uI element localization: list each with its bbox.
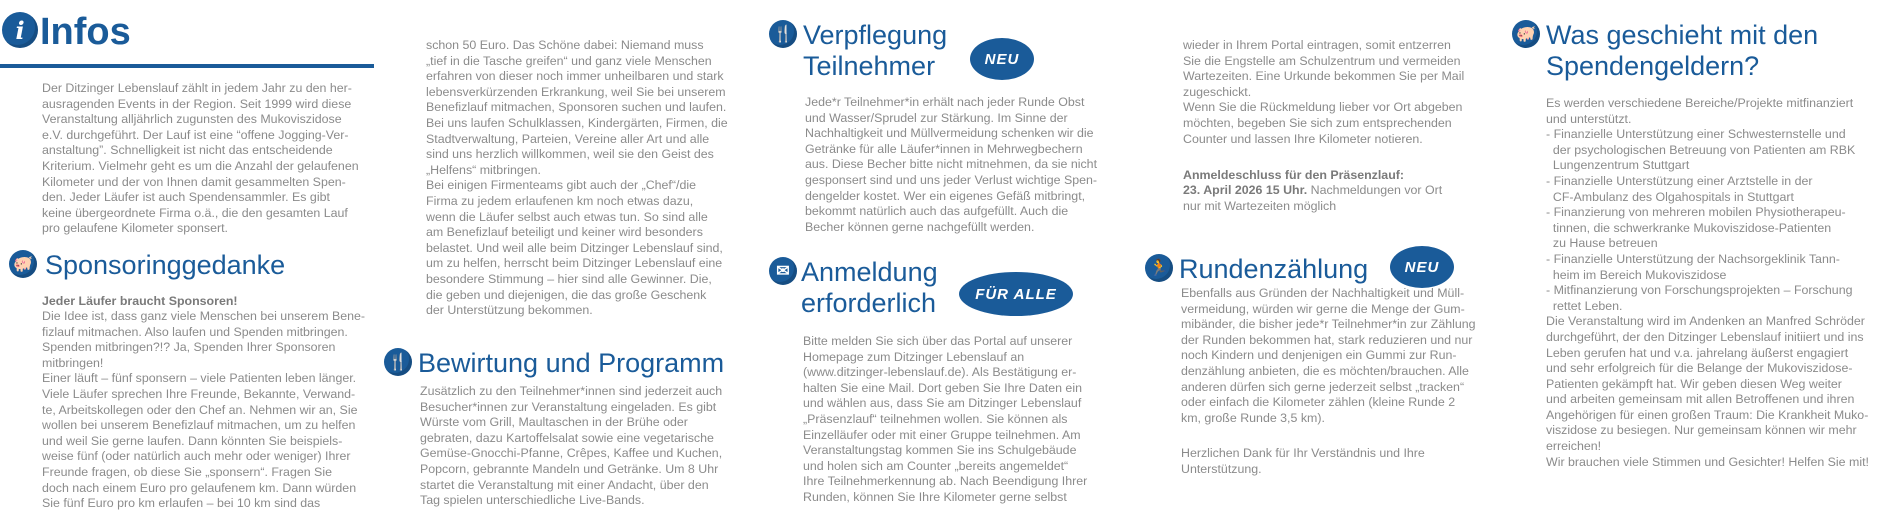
rundenzaehlung-thanks: Herzlichen Dank für Ihr Verständnis und Ihre Unterstützung. — [1181, 446, 1425, 476]
verpflegung-header — [769, 20, 947, 82]
infos-header — [2, 12, 131, 52]
runner-icon: 🏃 — [1145, 254, 1173, 282]
deadline-rest: Nachmeldungen vor Ort nur mit Wartezeiten möglich — [1183, 183, 1443, 213]
cutlery-icon: 🍴 — [384, 348, 412, 376]
deadline-text — [1183, 183, 1513, 214]
piggy-bank-icon: 🐖 — [9, 250, 37, 278]
for-all-badge: FÜR ALLE — [959, 272, 1073, 316]
anmeldung-body: Bitte melden Sie sich über das Portal auf unserer Homepage zum Ditzinger Lebenslauf an (www.ditzinger-lebenslauf.de). Als Bestätigung er- halten Sie eine Mail. Dort geben Sie Ihre Daten ein und wählen aus, dass Sie am Ditzinger Lebenslauf „Präsenzlauf“ teilnehmen wollen. Sie können als Einzelläufer oder mit einer Gruppe teilnehmen. Am Veranstaltungstag kommen Sie ins Schulgebäude und holen sich am Counter „bereits angemeldet“ Ihre Teilnehmerkennung ab. Nach Beendigung Ihrer Runden, können Sie Ihre Kilometer gerne selbst — [803, 334, 1088, 504]
deadline-label: Anmeldeschluss für den Präsenzlauf: — [1183, 168, 1405, 182]
new-badge: NEU — [970, 38, 1034, 80]
cutlery-icon: 🍴 — [769, 20, 797, 48]
col2-body: schon 50 Euro. Das Schöne dabei: Niemand muss „tief in die Tasche greifen“ und ganz viele Menschen erfahren von dieser noch immer unheilbaren und stark lebensverkürzenden Erkrankung, weil Sie bei unserem Benefizlauf mitmachen, Sponsoren suchen und laufen. Bei uns laufen Schulklassen, Kindergärten, Firmen, die Stadtverwaltung, Parteien, Vereine aller Art und alle sind uns herzlich willkommen, weil sie den Geist des „Helfens“ mitbringen. Bei einigen Firmenteams gibt auch der „Chef“/die Firma zu jedem erlaufenen km noch etwas dazu, wenn die Läufer selbst auch etwas tun. So sind alle am Benefizlauf beteiligt und keiner wird besonders belastet. Und weil alle beim Ditzinger Lebenslauf sind, um zu helfen, herrscht beim Ditzinger Lebenslauf eine besondere Stimmung – hier sind alle Gewinner. Die, die geben und diejenigen, die das große Geschenk der Unterstützung bekommen. — [426, 38, 728, 318]
sponsoring-header — [9, 250, 285, 281]
rundenzaehlung-header — [1145, 254, 1368, 285]
bewirtung-body: Zusätzlich zu den Teilnehmer*innen sind jederzeit auch Besucher*innen zur Veranstaltung eingeladen. Es gibt Würste vom Grill, Maultaschen in der Brühe oder gebraten, dazu Kartoffelsalat sowie eine vegetarische Gemüse-Gnocchi-Pfanne, Crêpes, Kaffee und Kuchen, Popcorn, gebrannte Mandeln und Getränke. Um 8 Uhr startet die Veranstaltung mit einer Andacht, über den Tag spielen unterschiedliche Live-Bands. — [420, 384, 723, 508]
spenden-body: Es werden verschiedene Bereiche/Projekte mitfinanziert und unterstützt. - Finanzielle Unterstützung einer Schwesternstelle und der psychologischen Betreuung von Patienten am RBK Lungenzentrum Stuttgart - Finanzielle Unterstützung einer Arztstelle in der CF-Ambulanz des Olgahospitals in Stuttgart - Finanzierung von mehreren mobilen Physiotherapeu- tinnen, die schwerkranke Mukoviszidose-Patienten zu Hause betreuen - Finanzielle Unterstützung der Nachsorgeklinik Tann- heim im Bereich Mukoviszidose - Mitfinanzierung von Forschungsprojekten – Forschung rettet Leben. Die Veranstaltung wird im Andenken an Manfred Schröder durchgeführt, der den Ditzinger Lebenslauf initiiert und ins Leben gerufen hat und v.a. jahrelang äußerst engagiert und sehr erfolgreich für die Belange der Mukoviszidose- Patienten gekämpft hat. Wir geben diesen Weg weiter und arbeiten gemeinsam mit allen Betroffenen und ihren Angehörigen für einen großen Traum: Die Krankheit Muko- viszidose zu besiegen. Nur gemeinsam können wir mehr erreichen! Wir brauchen viele Stimmen und Gesichter! Helfen Sie mit! — [1546, 96, 1869, 469]
new-badge: NEU — [1390, 246, 1454, 288]
anmeldung-title: Anmeldung erforderlich — [801, 257, 938, 318]
info-icon: i — [2, 12, 38, 48]
infos-body: Der Ditzinger Lebenslauf zählt in jedem Jahr zu den her- ausragenden Events in der Region. Seit 1999 wird diese Veranstaltung alljährlich zugunsten des Mukoviszidose e.V. durchgeführt. Der Lauf ist eine “offene Jogging-Ver- anstaltung”. Schnelligkeit ist nicht das entscheidende Kriterium. Vielmehr geht es um die Anzahl der gelaufenen Kilometer und der von Ihnen damit gesammelten Spen- den. Jeder Läufer ist auch Spendensammler. Es gibt keine übergeordnete Firma o.ä., die den gesamten Lauf pro gelaufene Kilometer sponsert. — [42, 81, 359, 236]
sponsoring-body: Die Idee ist, dass ganz viele Menschen bei unserem Bene- fizlauf mitmachen. Also laufen und Spenden mitbringen. Spenden mitbringen?!? Ja, Spenden Ihrer Sponsoren mitbringen! Einer läuft – fünf sponsern – viele Patienten leben länger. Viele Läufer sprechen Ihre Freunde, Bekannte, Verwand- te, Arbeitskollegen oder den Chef an. Nehmen wir an, Sie wollen bei unserem Benefizlauf mitmachen, um zu helfen und weil Sie gerne laufen. Dann könnten Sie beispiels- weise fünf (oder natürlich auch mehr oder weniger) Ihrer Freunde fragen, ob diese Sie „sponsern“. Fragen Sie doch nach einem Euro pro gelaufenem km. Dann würden Sie fünf Euro pro km erlaufen – bei 10 km sind das — [42, 309, 366, 511]
deadline-date: 23. April 2026 15 Uhr. — [1183, 183, 1308, 197]
anmeldung-header — [769, 257, 938, 319]
spenden-title: Was geschieht mit den Spendengeldern? — [1546, 20, 1819, 81]
infos-divider — [0, 64, 374, 68]
bewirtung-title: Bewirtung und Programm — [418, 348, 725, 378]
sponsoring-title: Sponsoringgedanke — [45, 250, 286, 280]
col4-body: wieder in Ihrem Portal eintragen, somit entzerren Sie die Engstelle am Schulzentrum und vermeiden Wartezeiten. Eine Urkunde bekommen Sie per Mail zugeschickt. Wenn Sie die Rückmeldung lieber vor Ort abgeben möchten, begeben Sie sich zum entsprechenden Counter und lassen Ihre Kilometer notieren. — [1183, 38, 1465, 146]
rundenzaehlung-body: Ebenfalls aus Gründen der Nachhaltigkeit und Müll- vermeidung, würden wir gerne die Menge der Gum- mibänder, die bisher jede*r Teilnehmer*in zur Zählung der Runden bekommen hat, stark reduzieren und nur noch Kindern und denjenigen ein Gummi zur Run- denzählung anbieten, die es möchten/brauchen. Alle anderen dürfen sich gerne jederzeit selbst „tracken“ oder einfach die Kilometer zählen (kleine Runde 2 km, große Runde 3,5 km). — [1181, 286, 1476, 425]
spenden-header — [1512, 20, 1818, 82]
bewirtung-header — [384, 348, 724, 379]
verpflegung-body: Jede*r Teilnehmer*in erhält nach jeder Runde Obst und Wasser/Sprudel zur Stärkung. Im Sinne der Nachhaltigkeit und Müllvermeidung schenken wir die Getränke für alle Läufer*innen in Mehrwegbechern aus. Diese Becher bitte nicht mitnehmen, da sie nicht gesponsert sind und uns jeder Verlust wichtige Spen- dengelder kostet. Wer ein eigenes Gefäß mitbringt, bekommt natürlich auch das aufgefüllt. Auch die Becher können gerne nachgefüllt werden. — [805, 95, 1098, 234]
envelope-icon: ✉ — [769, 257, 797, 285]
verpflegung-title: Verpflegung Teilnehmer — [803, 20, 948, 81]
sponsoring-lead: Jeder Läufer braucht Sponsoren! — [42, 294, 238, 308]
infos-title: Infos — [40, 11, 131, 53]
piggy-bank-icon: 🐖 — [1512, 20, 1540, 48]
rundenzaehlung-title: Rundenzählung — [1179, 254, 1369, 284]
